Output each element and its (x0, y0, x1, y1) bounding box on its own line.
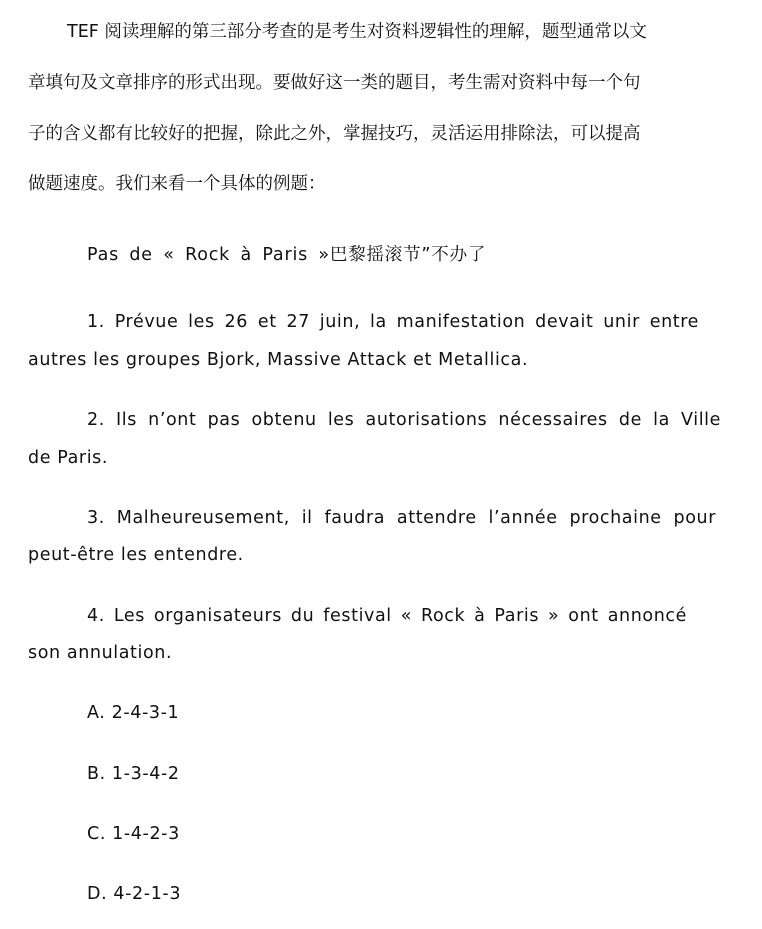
option-d: D. 4-2-1-3 (87, 884, 182, 904)
intro-line-4: 做题速度。我们来看一个具体的例题： (28, 174, 326, 194)
example-title: Pas de « Rock à Paris »巴黎摇滚节”不办了 (87, 245, 487, 265)
sentence-2-line-1: 2. Ils n’ont pas obtenu les autorisations nécessaires de la Ville (87, 410, 721, 430)
sentence-1-line-1: 1. Prévue les 26 et 27 juin, la manifestation devait unir entre (87, 312, 699, 332)
option-c: C. 1-4-2-3 (87, 824, 180, 844)
intro-line-1: TEF 阅读理解的第三部分考查的是考生对资料逻辑性的理解，题型通常以文 (67, 22, 647, 42)
sentence-2-line-2: de Paris. (28, 448, 109, 468)
sentence-4-line-1: 4. Les organisateurs du festival « Rock à Paris » ont annoncé (87, 606, 687, 626)
option-a: A. 2-4-3-1 (87, 703, 180, 723)
sentence-1-line-2: autres les groupes Bjork, Massive Attack et Metallica. (28, 350, 529, 370)
intro-line-2: 章填句及文章排序的形式出现。要做好这一类的题目，考生需对资料中每一个句 (28, 73, 641, 93)
sentence-4-line-2: son annulation. (28, 643, 173, 663)
intro-line-3: 子的含义都有比较好的把握，除此之外，掌握技巧，灵活运用排除法，可以提高 (28, 124, 641, 144)
sentence-3-line-2: peut-être les entendre. (28, 545, 244, 565)
sentence-3-line-1: 3. Malheureusement, il faudra attendre l’année prochaine pour (87, 508, 716, 528)
option-b: B. 1-3-4-2 (87, 764, 180, 784)
